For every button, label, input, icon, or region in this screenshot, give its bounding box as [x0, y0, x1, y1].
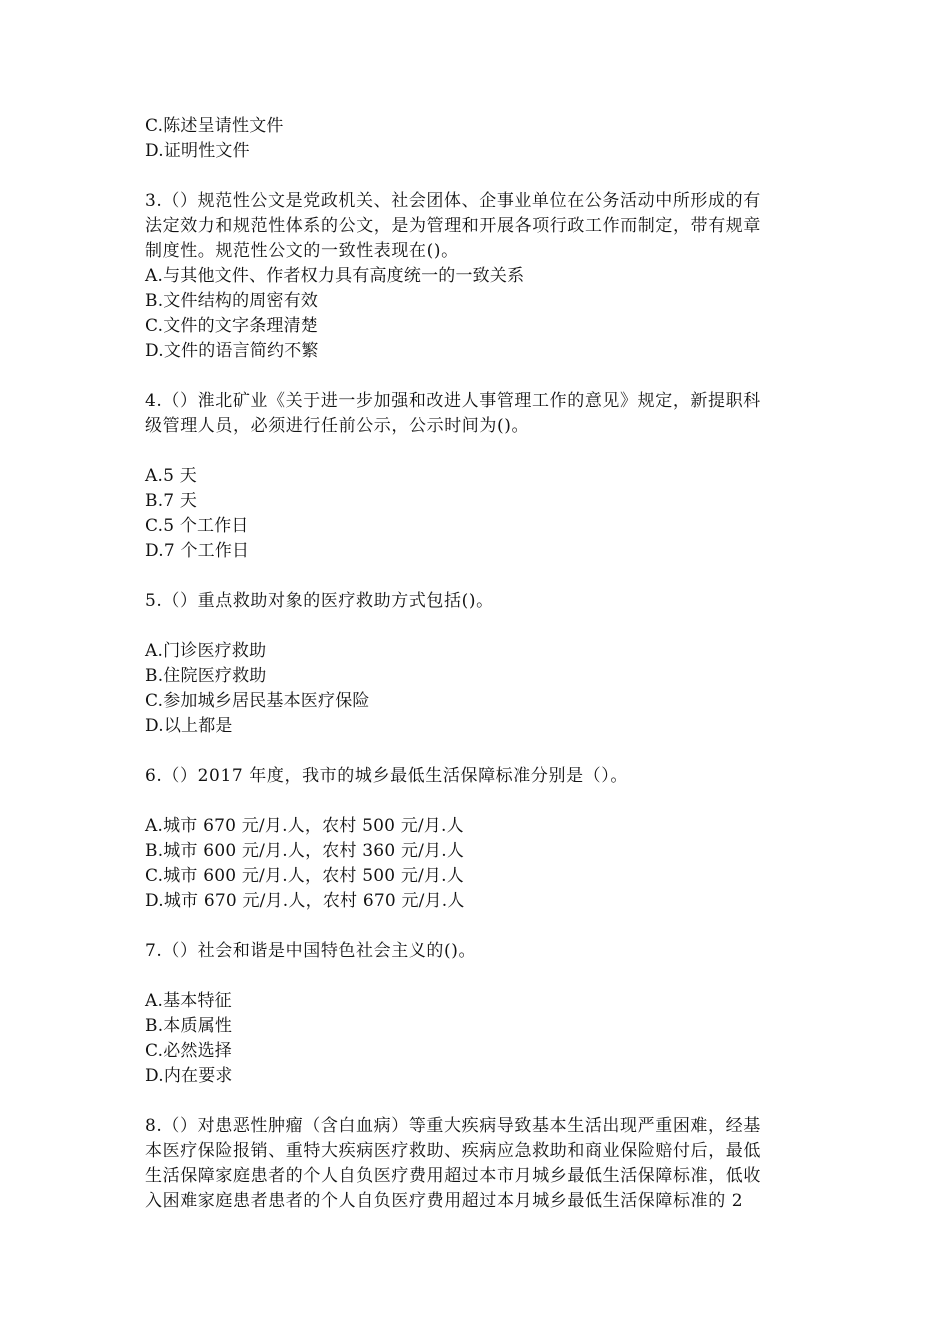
- question-stem-line: 5.（）重点救助对象的医疗救助方式包括()。: [145, 591, 494, 611]
- spacer: [145, 164, 813, 189]
- question-stem-line: 生活保障家庭患者的个人自负医疗费用超过本市月城乡最低生活保障标准，低收: [145, 1166, 761, 1186]
- option-line: A.与其他文件、作者权力具有高度统一的一致关系: [145, 266, 525, 286]
- spacer: [145, 614, 813, 639]
- option-line: A.5 天: [145, 466, 197, 486]
- question-stem-line: 制度性。规范性公文的一致性表现在()。: [145, 241, 459, 261]
- page-content: [145, 114, 813, 1214]
- option-line: B.7 天: [145, 491, 198, 511]
- question-stem-line: 6.（）2017 年度，我市的城乡最低生活保障标准分别是（）。: [145, 766, 628, 786]
- option-line: D.城市 670 元/月.人，农村 670 元/月.人: [145, 891, 465, 911]
- option-line: C.文件的文字条理清楚: [145, 316, 319, 336]
- question-stem-line: 本医疗保险报销、重特大疾病医疗救助、疾病应急救助和商业保险赔付后，最低: [145, 1141, 761, 1161]
- spacer: [145, 964, 813, 989]
- question-stem-line: 入困难家庭患者患者的个人自负医疗费用超过本月城乡最低生活保障标准的 2: [145, 1191, 744, 1211]
- question-8: [145, 1114, 813, 1214]
- spacer: [145, 1089, 813, 1114]
- question-4: [145, 389, 813, 564]
- spacer: [145, 914, 813, 939]
- question-7: [145, 939, 813, 1089]
- option-line: C.5 个工作日: [145, 516, 249, 536]
- spacer: [145, 364, 813, 389]
- question-stem-line: 法定效力和规范性体系的公文，是为管理和开展各项行政工作而制定，带有规章: [145, 216, 761, 236]
- option-line: B.本质属性: [145, 1016, 233, 1036]
- spacer: [145, 439, 813, 464]
- question-6: [145, 764, 813, 914]
- question-5: [145, 589, 813, 739]
- option-line: B.文件结构的周密有效: [145, 291, 319, 311]
- spacer: [145, 739, 813, 764]
- carryover-options: [145, 114, 813, 164]
- question-stem-line: 8.（）对患恶性肿瘤（含白血病）等重大疾病导致基本生活出现严重困难，经基: [145, 1116, 761, 1136]
- question-stem-line: 3.（）规范性公文是党政机关、社会团体、企事业单位在公务活动中所形成的有: [145, 191, 761, 211]
- option-line: A.门诊医疗救助: [145, 641, 267, 661]
- option-line: B.城市 600 元/月.人，农村 360 元/月.人: [145, 841, 465, 861]
- option-line: D.证明性文件: [145, 141, 250, 161]
- option-line: C.陈述呈请性文件: [145, 116, 284, 136]
- option-line: C.参加城乡居民基本医疗保险: [145, 691, 370, 711]
- option-line: D.7 个工作日: [145, 541, 250, 561]
- question-3: [145, 189, 813, 364]
- option-line: B.住院医疗救助: [145, 666, 267, 686]
- question-stem-line: 4.（）淮北矿业《关于进一步加强和改进人事管理工作的意见》规定，新提职科: [145, 391, 761, 411]
- spacer: [145, 564, 813, 589]
- option-line: A.城市 670 元/月.人，农村 500 元/月.人: [145, 816, 464, 836]
- option-line: D.内在要求: [145, 1066, 233, 1086]
- question-stem-line: 级管理人员，必须进行任前公示，公示时间为()。: [145, 416, 530, 436]
- spacer: [145, 789, 813, 814]
- option-line: D.文件的语言简约不繁: [145, 341, 319, 361]
- option-line: D.以上都是: [145, 716, 233, 736]
- question-stem-line: 7.（）社会和谐是中国特色社会主义的()。: [145, 941, 477, 961]
- option-line: C.必然选择: [145, 1041, 233, 1061]
- option-line: C.城市 600 元/月.人，农村 500 元/月.人: [145, 866, 464, 886]
- option-line: A.基本特征: [145, 991, 232, 1011]
